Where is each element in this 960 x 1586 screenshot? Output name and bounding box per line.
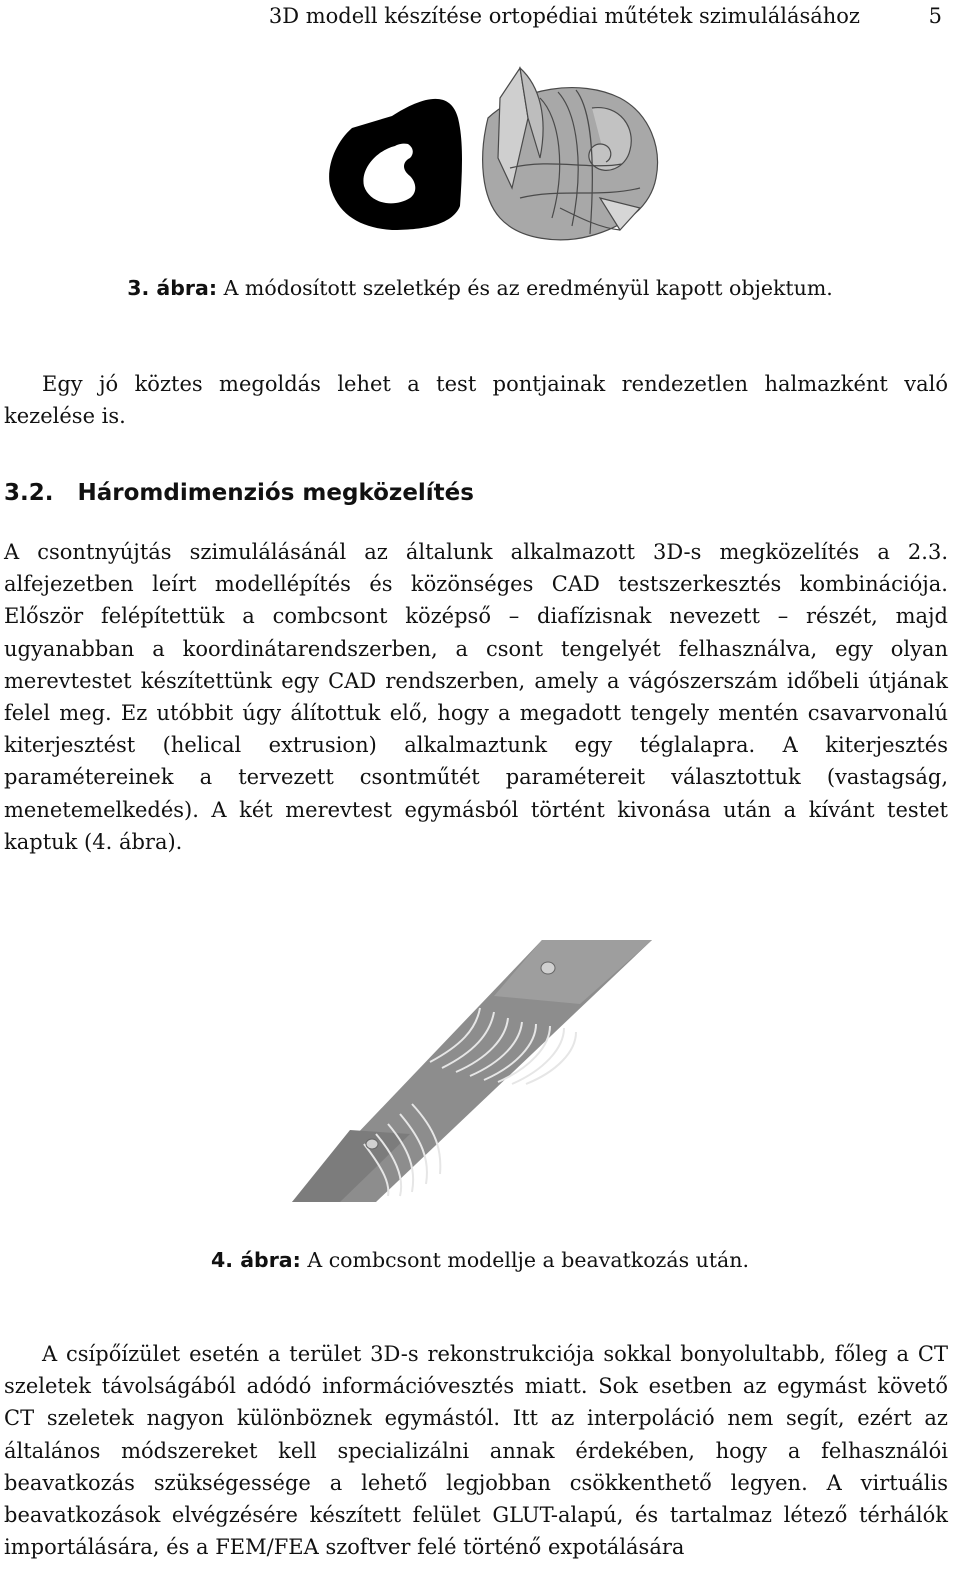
- figure-3-images: [0, 58, 960, 258]
- section-title: Háromdimenziós megközelítés: [77, 480, 474, 506]
- figure-4-label: 4. ábra:: [211, 1248, 301, 1272]
- modified-slice-image: [329, 99, 462, 230]
- figure-4-caption: [0, 1248, 960, 1272]
- paragraph-3: A csípőízület esetén a terület 3D-s rekonstrukciója sokkal bonyolultabb, főleg a CT szeletek távolságából adódó információvesztés miatt. Sok esetben az egymást követő CT szeletek nagyon különböznek egymástól. Itt az interpoláció nem segít, ezért az általános módszereket kell specializálni annak érdekében, hogy a felhasználói beavatkozás szükségessége a lehető legjobban csökkenthető legyen. A virtuális beavatkozások elvégzésére készített felület GLUT-alapú, és tartalmaz létező térhálók importálására, és a FEM/FEA szoftver felé történő expotálására: [4, 1342, 948, 1560]
- femur-model-image: [280, 934, 670, 1214]
- paragraph-2: A csontnyújtás szimulálásánál az általunk alkalmazott 3D-s megközelítés a 2.3. alfejezetben leírt modellépítés és közönséges CAD testszerkesztés kombinációja. Először felépítettük a combcsont középső – diafízisnak nevezett – részét, majd ugyanabban a koordinátarendszerben, a csont tengelyét felhasználva, egy olyan merevtestet készítettünk egy CAD rendszerben, amely a vágószerszám időbeli útjának felel meg. Ez utóbbit úgy álítottuk elő, hogy a megadott tengely mentén csavarvonalú kiterjesztést (helical extrusion) alkalmaztunk egy téglalapra. A kiterjesztés paramétereinek a tervezett csontműtét paramétereit választottuk (vastagság, menetemelkedés). A két merevtest egymásból történt kivonása után a kívánt testet kaptuk (4. ábra).: [4, 540, 948, 854]
- figure-3: [0, 58, 960, 258]
- figure-4-caption-text: A combcsont modellje a beavatkozás után.: [307, 1248, 749, 1272]
- figure-3-caption-text: A módosított szeletkép és az eredményül kapott objektum.: [223, 276, 833, 300]
- resulting-3d-object: [483, 68, 658, 240]
- figure-3-label: 3. ábra:: [127, 276, 218, 300]
- section-number: 3.2.: [4, 480, 54, 506]
- figure-3-caption: [0, 276, 960, 300]
- running-header: [0, 4, 960, 34]
- page-number: 5: [928, 4, 942, 28]
- running-title: 3D modell készítése ortopédiai műtétek szimulálásához: [268, 4, 860, 28]
- section-heading: [4, 480, 474, 506]
- paragraph-1: Egy jó köztes megoldás lehet a test pontjainak rendezetlen halmazként való kezelése is.: [4, 372, 948, 429]
- figure-4: [280, 934, 670, 1214]
